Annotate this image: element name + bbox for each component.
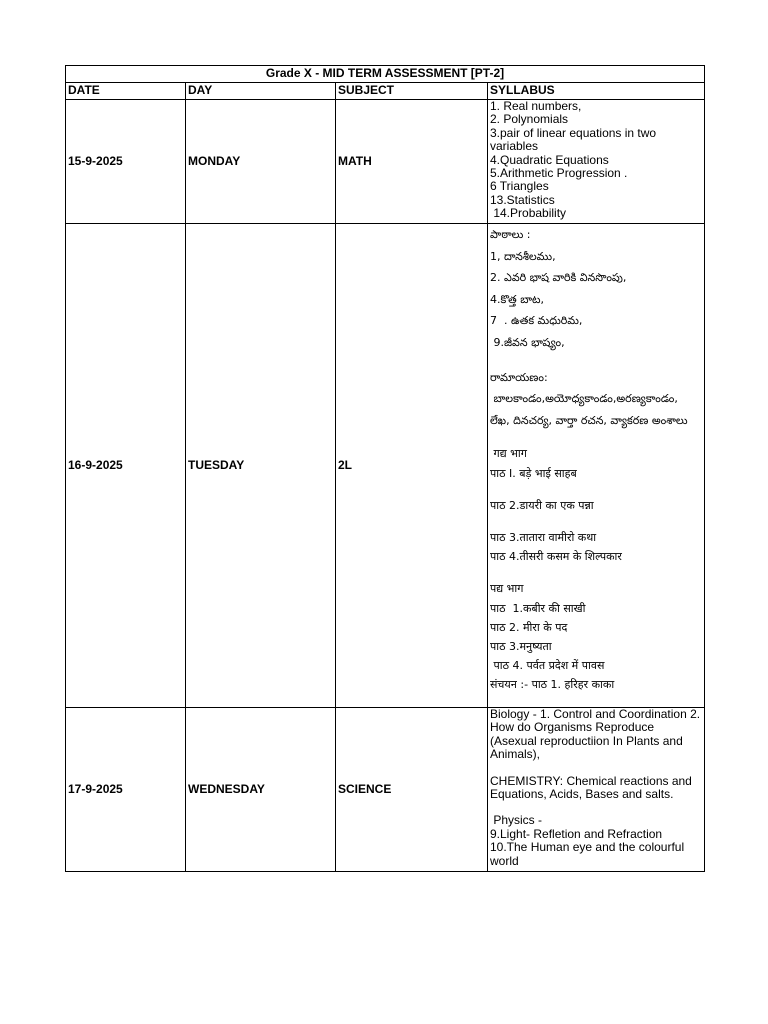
assessment-table — [65, 65, 705, 872]
syllabus-line: 6 Triangles — [490, 179, 549, 194]
exam-date: 16-9-2025 — [66, 224, 186, 708]
syllabus-line: 14.Probability — [490, 206, 567, 221]
hindi-line: संचयन :- पाठ 1. हरिहर काका — [490, 678, 615, 692]
syllabus-cell — [488, 100, 705, 224]
header-date: DATE — [66, 83, 186, 100]
table-row — [66, 100, 705, 224]
syllabus-line: 4.Quadratic Equations — [490, 152, 609, 167]
exam-subject: SCIENCE — [336, 708, 488, 872]
ramayanam-line: బాలకాండం,అయోధ్యకాండం,అరణ్యకాండం, — [490, 392, 678, 406]
title-row — [66, 66, 705, 83]
syllabus-line: 2. Polynomials — [490, 112, 569, 127]
syllabus-cell — [488, 224, 705, 708]
exam-day: WEDNESDAY — [186, 708, 336, 872]
exam-day: MONDAY — [186, 100, 336, 224]
syllabus-cell — [488, 708, 705, 872]
hindi-line: पाठ I. बड़े भाई साहब — [490, 466, 577, 480]
hindi-line: गद्य भाग — [490, 447, 527, 461]
syllabus-line: 1. Real numbers, — [490, 99, 582, 113]
hindi-line: पाठ 3.तातारा वामीरो कथा — [490, 530, 597, 544]
telugu-line: 2. ఎవరి భాష వారికి వినసొంపు, — [490, 271, 627, 285]
syllabus-line: 3.pair of linear equations in two variables — [490, 125, 657, 154]
spacer — [490, 515, 702, 528]
physics-line: 9.Light- Refletion and Refraction — [490, 826, 663, 841]
hindi-line: पाठ 2. मीरा के पद — [490, 620, 568, 634]
header-day: DAY — [186, 83, 336, 100]
table-row — [66, 224, 705, 708]
exam-date: 17-9-2025 — [66, 708, 186, 872]
header-syllabus: SYLLABUS — [488, 83, 705, 100]
exam-day: TUESDAY — [186, 224, 336, 708]
hindi-line: पाठ 4.तीसरी कसम के शिल्पकार — [490, 550, 622, 564]
telugu-line: 1, దానశీలము, — [490, 249, 556, 263]
exam-date: 15-9-2025 — [66, 100, 186, 224]
exam-subject: MATH — [336, 100, 488, 224]
telugu-line: 4.కొత్త బాట, — [490, 292, 544, 306]
biology-text: Biology - 1. Control and Coordination 2. How do Organisms Reproduce (Asexual reproductiion In Plants and Animals), — [490, 707, 701, 762]
ramayanam-line: రామాయణం: — [490, 370, 548, 384]
exam-subject: 2L — [336, 224, 488, 708]
hindi-line: पद्य भाग — [490, 582, 524, 596]
hindi-line: पाठ 2.डायरी का एक पन्ना — [490, 498, 594, 512]
telugu-line: 9.జీవన భాష్యం, — [490, 335, 565, 349]
spacer — [490, 431, 702, 444]
telugu-line: పాఠాలు : — [490, 228, 531, 241]
table-title: Grade X - MID TERM ASSESSMENT [PT-2] — [66, 66, 705, 83]
spacer — [490, 762, 702, 775]
syllabus-line: 13.Statistics — [490, 192, 555, 207]
chemistry-text: CHEMISTRY: Chemical reactions and Equations, Acids, Bases and salts. — [490, 773, 692, 802]
spacer — [490, 483, 702, 496]
spacer — [490, 566, 702, 579]
header-row — [66, 83, 705, 100]
ramayanam-line: లేఖ, దినచర్య, వార్తా రచన, వ్యాకరణ అంశాలు — [490, 413, 688, 427]
hindi-line: पाठ 1.कबीर की साखी — [490, 601, 586, 615]
spacer — [490, 354, 702, 367]
physics-line: 10.The Human eye and the colourful world — [490, 840, 685, 868]
telugu-line: 7 . ఉతక మధురిమ, — [490, 314, 583, 328]
hindi-line: पाठ 3.मनुष्यता — [490, 639, 552, 653]
physics-line: Physics - — [490, 813, 543, 828]
hindi-line: पाठ 4. पर्वत प्रदेश में पावस — [490, 659, 605, 673]
syllabus-line: 5.Arithmetic Progression . — [490, 166, 628, 181]
table-row — [66, 708, 705, 872]
header-subject: SUBJECT — [336, 83, 488, 100]
